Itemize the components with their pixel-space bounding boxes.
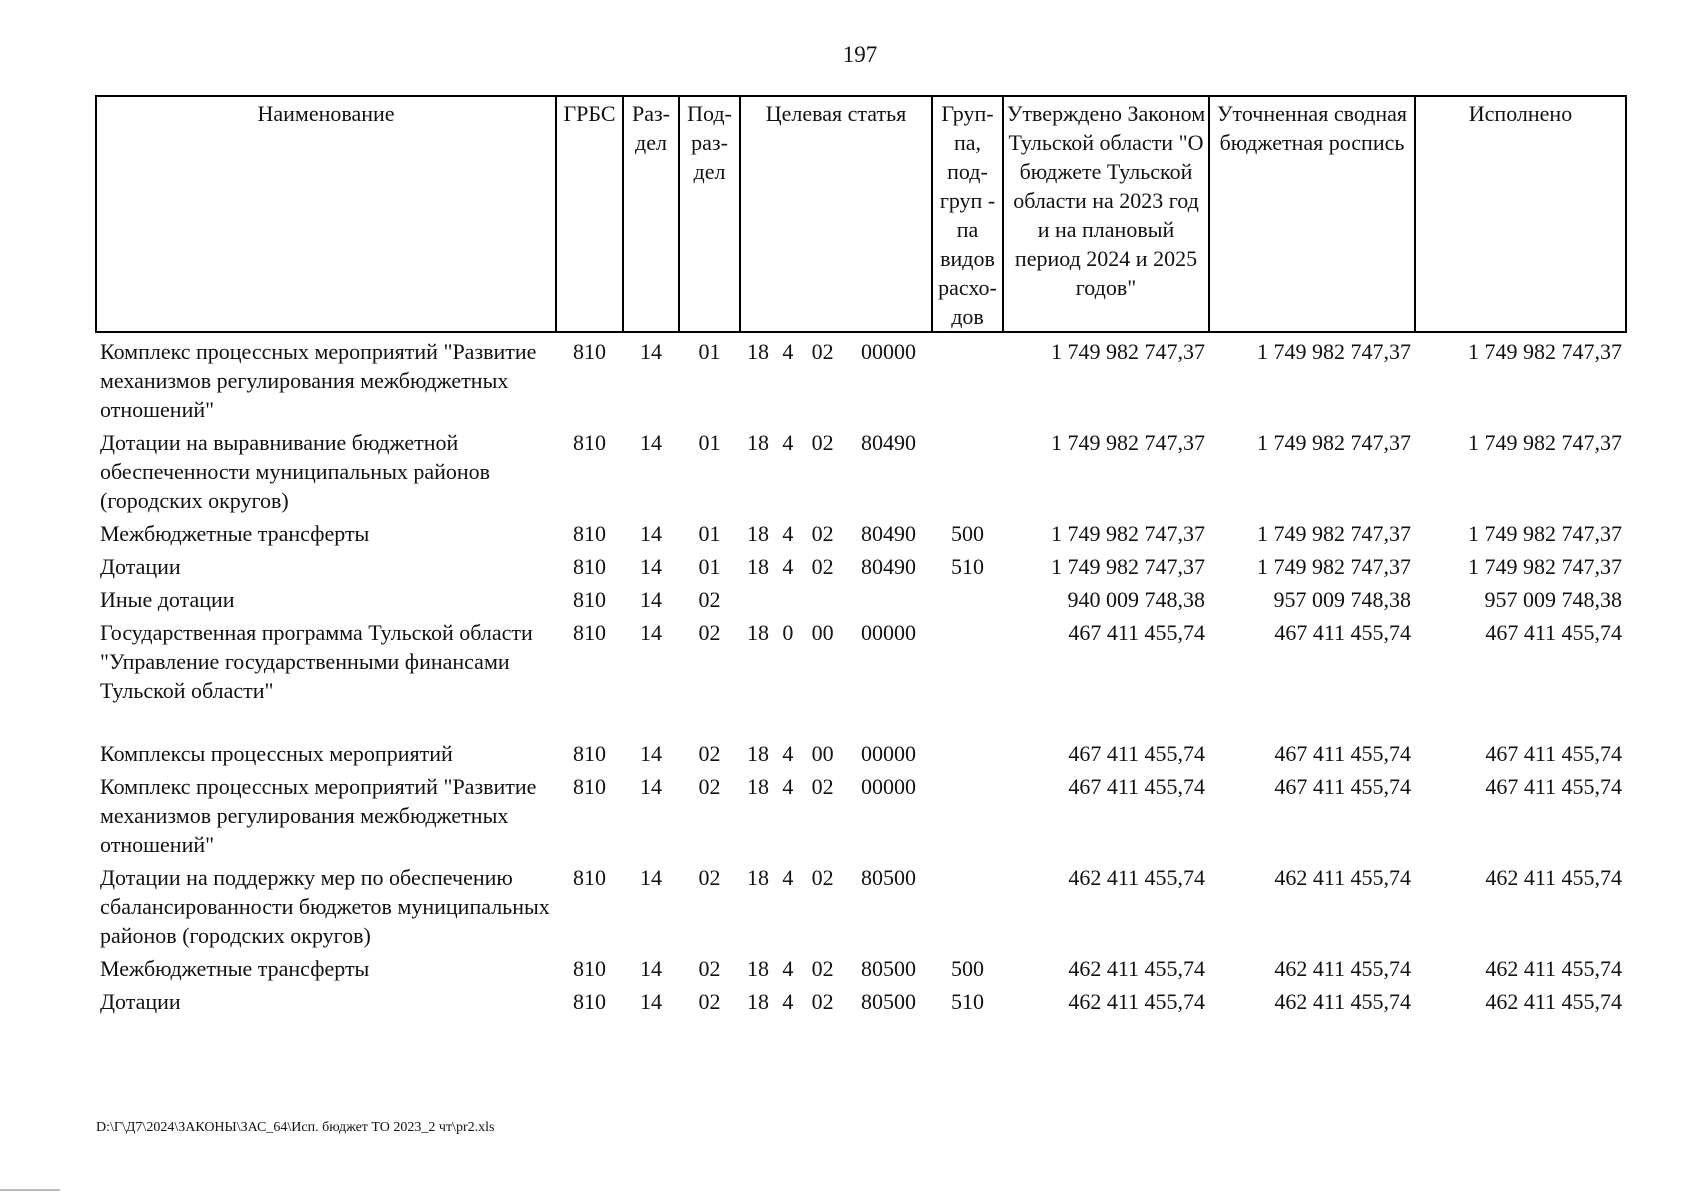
target-part-t2: 4 (782, 521, 794, 546)
header-target: Целевая статья (740, 96, 932, 332)
table-row (96, 950, 1626, 983)
row-razdel: 14 (640, 956, 662, 981)
row-target-article (740, 983, 932, 1016)
row-approved: 1 749 982 747,37 (1051, 430, 1205, 455)
row-name: Комплексы процессных мероприятий (100, 741, 453, 766)
row-approved: 467 411 455,74 (1068, 620, 1205, 645)
row-name: Межбюджетные трансферты (100, 956, 370, 981)
target-part-t1: 18 (747, 620, 769, 645)
target-part-t2: 4 (782, 956, 794, 981)
target-part-t3: 00 (811, 741, 834, 766)
row-group: 510 (951, 989, 984, 1014)
target-part-t1: 18 (747, 554, 769, 579)
row-name: Дотации на поддержку мер по обеспечению сбалансированности бюджетов муниципальных районов (городских округов) (100, 865, 550, 948)
row-razdel: 14 (640, 339, 662, 364)
target-part-t3: 02 (811, 521, 834, 546)
row-grbs: 810 (573, 587, 606, 612)
row-target-article (740, 581, 932, 614)
row-executed: 467 411 455,74 (1485, 620, 1622, 645)
target-part-t3: 02 (811, 989, 834, 1014)
row-name: Комплекс процессных мероприятий "Развитие механизмов регулирования межбюджетных отношений" (100, 774, 537, 857)
row-razdel: 14 (640, 554, 662, 579)
row-approved: 1 749 982 747,37 (1051, 554, 1205, 579)
row-executed: 462 411 455,74 (1485, 956, 1622, 981)
row-executed: 1 749 982 747,37 (1468, 430, 1622, 455)
row-refined: 467 411 455,74 (1274, 620, 1411, 645)
row-approved: 462 411 455,74 (1068, 956, 1205, 981)
target-part-t4: 00000 (860, 620, 916, 645)
target-part-t2: 4 (782, 774, 794, 799)
target-part-t3: 02 (811, 865, 834, 890)
row-refined: 462 411 455,74 (1274, 956, 1411, 981)
row-executed: 462 411 455,74 (1485, 989, 1622, 1014)
row-refined: 462 411 455,74 (1274, 865, 1411, 890)
table-row (96, 768, 1626, 859)
row-podrazdel: 01 (698, 339, 721, 364)
row-group (932, 768, 1003, 859)
row-refined: 462 411 455,74 (1274, 989, 1411, 1014)
table-row (96, 515, 1626, 548)
row-approved: 1 749 982 747,37 (1051, 521, 1205, 546)
row-target-article (740, 950, 932, 983)
row-podrazdel: 02 (698, 956, 721, 981)
row-executed: 467 411 455,74 (1485, 774, 1622, 799)
row-grbs: 810 (573, 620, 606, 645)
row-group: 500 (951, 521, 984, 546)
row-podrazdel: 01 (698, 430, 721, 455)
row-razdel: 14 (640, 430, 662, 455)
row-grbs: 810 (573, 774, 606, 799)
table-row (96, 424, 1626, 515)
row-razdel: 14 (640, 741, 662, 766)
row-grbs: 810 (573, 989, 606, 1014)
row-approved: 467 411 455,74 (1068, 774, 1205, 799)
table-row (96, 548, 1626, 581)
table-row (96, 735, 1626, 768)
header-razdel: Раз-дел (623, 96, 679, 332)
row-podrazdel: 02 (698, 587, 721, 612)
row-executed: 462 411 455,74 (1485, 865, 1622, 890)
budget-table (95, 95, 1627, 1016)
row-podrazdel: 02 (698, 741, 721, 766)
row-target-article (740, 614, 932, 735)
target-part-t2: 4 (782, 554, 794, 579)
row-refined: 467 411 455,74 (1274, 774, 1411, 799)
target-part-t1: 18 (747, 989, 769, 1014)
target-part-t4: 80500 (860, 989, 916, 1014)
row-executed: 467 411 455,74 (1485, 741, 1622, 766)
target-part-t4: 00000 (860, 741, 916, 766)
row-target-article (740, 859, 932, 950)
target-part-t3: 02 (811, 956, 834, 981)
header-executed: Исполнено (1415, 96, 1626, 332)
target-part-t4: 00000 (860, 339, 916, 364)
row-approved: 1 749 982 747,37 (1051, 339, 1205, 364)
target-part-t1: 18 (747, 339, 769, 364)
row-grbs: 810 (573, 521, 606, 546)
row-executed: 1 749 982 747,37 (1468, 339, 1622, 364)
table-body (96, 332, 1626, 1016)
row-name: Дотации (100, 554, 181, 579)
page-number: 197 (842, 42, 878, 67)
target-part-t1: 18 (747, 774, 769, 799)
target-part-t2: 4 (782, 339, 794, 364)
table-row (96, 332, 1626, 424)
header-name: Наименование (96, 96, 556, 332)
target-part-t4: 80490 (860, 554, 916, 579)
row-grbs: 810 (573, 956, 606, 981)
row-executed: 1 749 982 747,37 (1468, 554, 1622, 579)
header-grbs: ГРБС (556, 96, 623, 332)
row-razdel: 14 (640, 620, 662, 645)
row-target-article (740, 332, 932, 424)
target-part-t3: 00 (811, 620, 834, 645)
target-part-t4: 80490 (860, 430, 916, 455)
row-razdel: 14 (640, 865, 662, 890)
row-razdel: 14 (640, 521, 662, 546)
target-part-t1: 18 (747, 521, 769, 546)
row-podrazdel: 02 (698, 774, 721, 799)
row-podrazdel: 01 (698, 554, 721, 579)
scan-mark (0, 1189, 60, 1191)
header-podrazdel: Под-раз-дел (679, 96, 740, 332)
table-row (96, 614, 1626, 735)
row-refined: 957 009 748,38 (1273, 587, 1411, 612)
row-razdel: 14 (640, 774, 662, 799)
row-group (932, 581, 1003, 614)
target-part-t2: 0 (782, 620, 794, 645)
row-grbs: 810 (573, 339, 606, 364)
row-target-article (740, 515, 932, 548)
row-razdel: 14 (640, 587, 662, 612)
row-refined: 467 411 455,74 (1274, 741, 1411, 766)
row-group (932, 424, 1003, 515)
row-refined: 1 749 982 747,37 (1257, 521, 1411, 546)
row-approved: 467 411 455,74 (1068, 741, 1205, 766)
row-group (932, 332, 1003, 424)
row-podrazdel: 01 (698, 521, 721, 546)
target-part-t3: 02 (811, 430, 834, 455)
row-group: 500 (951, 956, 984, 981)
row-target-article (740, 548, 932, 581)
row-refined: 1 749 982 747,37 (1257, 554, 1411, 579)
row-name: Дотации (100, 989, 181, 1014)
target-part-t1: 18 (747, 956, 769, 981)
target-part-t4: 80490 (860, 521, 916, 546)
table-row (96, 983, 1626, 1016)
row-grbs: 810 (573, 865, 606, 890)
row-podrazdel: 02 (698, 989, 721, 1014)
target-part-t1: 18 (747, 741, 769, 766)
row-razdel: 14 (640, 989, 662, 1014)
row-name: Государственная программа Тульской области "Управление государственными финансами Тульской области" (100, 620, 533, 703)
target-part-t3: 02 (811, 554, 834, 579)
target-part-t2: 4 (782, 865, 794, 890)
header-group: Груп-па, под-груп - па видов расхо-дов (932, 96, 1003, 332)
row-podrazdel: 02 (698, 865, 721, 890)
header-refined: Уточненная сводная бюджетная роспись (1209, 96, 1415, 332)
target-part-t2: 4 (782, 741, 794, 766)
row-approved: 462 411 455,74 (1068, 989, 1205, 1014)
header-approved: Утверждено Законом Тульской области "О бюджете Тульской области на 2023 год и на плановый период 2024 и 2025 годов" (1003, 96, 1209, 332)
row-grbs: 810 (573, 430, 606, 455)
table-header (96, 96, 1626, 332)
target-part-t1: 18 (747, 430, 769, 455)
file-path-footer: D:\Г\Д7\2024\ЗАКОНЫ\ЗАС_64\Исп. бюджет ТО 2023_2 чт\pr2.xls (96, 1120, 495, 1135)
row-target-article (740, 735, 932, 768)
target-part-t2: 4 (782, 989, 794, 1014)
target-part-t4: 80500 (860, 865, 916, 890)
row-podrazdel: 02 (698, 620, 721, 645)
row-target-article (740, 424, 932, 515)
target-part-t2: 4 (782, 430, 794, 455)
table-row (96, 581, 1626, 614)
row-refined: 1 749 982 747,37 (1257, 430, 1411, 455)
target-part-t1: 18 (747, 865, 769, 890)
row-grbs: 810 (573, 554, 606, 579)
row-name: Дотации на выравнивание бюджетной обеспеченности муниципальных районов (городских округов) (100, 430, 491, 513)
row-executed: 1 749 982 747,37 (1468, 521, 1622, 546)
row-name: Комплекс процессных мероприятий "Развитие механизмов регулирования межбюджетных отношений" (100, 339, 537, 422)
row-target-article (740, 768, 932, 859)
row-group (932, 735, 1003, 768)
row-name: Иные дотации (100, 587, 235, 612)
row-approved: 940 009 748,38 (1067, 587, 1205, 612)
target-part-t4: 00000 (860, 774, 916, 799)
table-row (96, 859, 1626, 950)
target-part-t3: 02 (811, 774, 834, 799)
row-refined: 1 749 982 747,37 (1257, 339, 1411, 364)
target-part-t4: 80500 (860, 956, 916, 981)
row-executed: 957 009 748,38 (1484, 587, 1622, 612)
row-group (932, 859, 1003, 950)
target-part-t3: 02 (811, 339, 834, 364)
row-name: Межбюджетные трансферты (100, 521, 370, 546)
row-group (932, 614, 1003, 735)
row-grbs: 810 (573, 741, 606, 766)
row-approved: 462 411 455,74 (1068, 865, 1205, 890)
row-group: 510 (951, 554, 984, 579)
